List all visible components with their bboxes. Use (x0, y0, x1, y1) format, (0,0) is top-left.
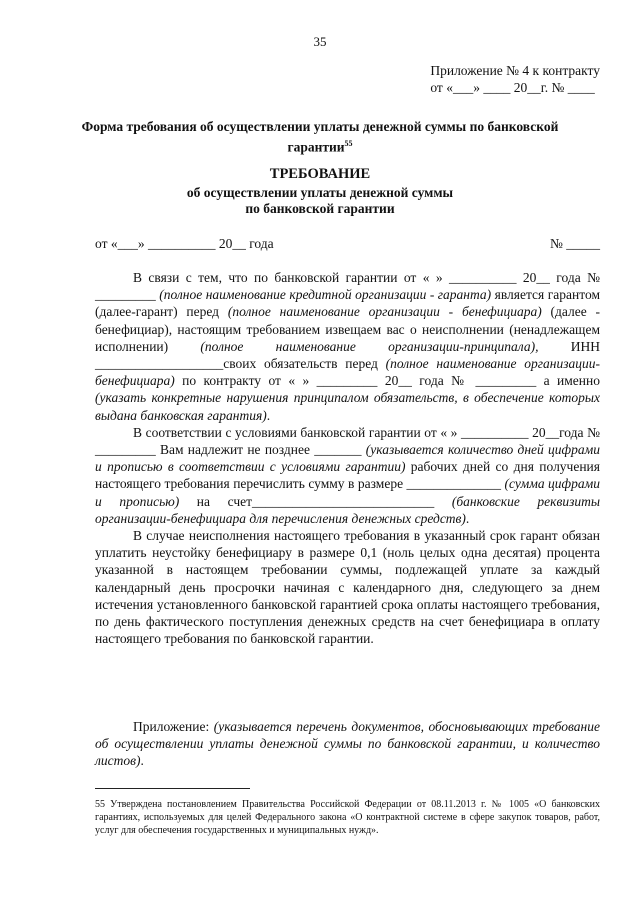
appendix-note-text-1: Приложение: (133, 719, 214, 734)
para1-italic-4: (полное наименование организации-бенефициара) (95, 356, 601, 389)
appendix-header-line1: Приложение № 4 к контракту (430, 63, 600, 78)
paragraph-2 (95, 424, 600, 527)
para1-text-1: В связи с тем, что по банковской гарантии от « » __________ 20__ года № _________ (95, 270, 600, 303)
para1-text-3: (далее - бенефициар), настоящим требованием извещаем вас о неисполнении (ненадлежащем исполнении) (95, 304, 600, 354)
para2-text-4: . (465, 510, 470, 526)
para1-text-2: является гарантом (далее-гарант) перед (95, 287, 600, 320)
para2-text-3: на счет___________________________ (179, 493, 452, 509)
document-body (95, 269, 600, 647)
form-title-footnote-ref: 55 (344, 139, 353, 148)
form-title-text: Форма требования об осуществлении уплаты денежной суммы по банковской гарантии (81, 119, 559, 155)
para1-text-6: . (266, 407, 271, 423)
appendix-note-text-2: . (140, 753, 144, 769)
para2-italic-3: (банковские реквизиты организации-бенефициара для перечисления денежных средств) (95, 493, 601, 526)
appendix-note-italic: (указывается перечень документов, обосновывающих требование об осуществлении уплаты денежной суммы по банковской гарантии, и количество листов) (95, 719, 600, 769)
para1-italic-2: (полное наименование организации - бенефициара) (227, 304, 542, 320)
para2-text-1: В соответствии с условиями банковской гарантии от « » __________ 20__года № _________ Вам надлежит не позднее _______ (95, 424, 600, 458)
document-subtitle-line2: по банковской гарантии (245, 201, 395, 216)
para2-italic-2: (сумма цифрами и прописью) (95, 476, 600, 509)
document-subtitle-line1: об осуществлении уплаты денежной суммы (186, 185, 454, 200)
paragraph-1 (95, 269, 600, 424)
paragraph-3: В случае неисполнения настоящего требования в указанный срок гарант обязан уплатить неустойку бенефициару в размере 0,1 (ноль целых одна десятая) процента указанной в настоящем требовании суммы, подлежащей уплате за каждый календарный день просрочки начиная с календарного дня, следующего за днем истечения установленного банковской гарантией срока оплаты настоящего требования, по день фактического поступления денежных средств на счет бенефициара в оплату настоящего требования по банковской гарантии. (95, 528, 600, 647)
document-subtitle (0, 185, 640, 217)
para1-italic-1: (полное наименование кредитной организации - гаранта) (159, 287, 492, 303)
para1-italic-3: (полное наименование организации-принципала), (200, 338, 539, 354)
number-line: № _____ (549, 236, 600, 251)
para2-italic-1: (указывается количество дней цифрами и прописью в соответствии с условиями гарантии) (95, 442, 600, 475)
appendix-note (95, 718, 600, 770)
footnote-divider (95, 788, 250, 789)
para2-text-2: рабочих дней со дня получения настоящего требования перечислить сумму в размере ______________ (95, 459, 600, 492)
para1-text-4: ИНН ___________________своих обязательств перед (95, 338, 600, 372)
para1-text-5: по контракту от « » _________ 20__ года № _________ а именно (174, 373, 600, 389)
document-title: ТРЕБОВАНИЕ (269, 166, 371, 182)
footnote: 55 Утверждена постановлением Правительства Российской Федерации от 08.11.2013 г. № 1005 «О банковских гарантиях, используемых для целей Федерального закона «О контрактной системе в сфере закупок товаров, работ, услуг для обеспечения государственных и муниципальных нужд». (95, 799, 600, 836)
appendix-header (430, 62, 600, 96)
appendix-header-line2: от «___» ____ 20__г. № ____ (430, 80, 595, 95)
para1-italic-5: (указать конкретные нарушения принципалом обязательств, в обеспечение которых выдана банковская гарантия) (95, 390, 600, 423)
form-title (60, 118, 580, 156)
page-number: 35 (313, 34, 327, 49)
date-line: от «___» __________ 20__ года (95, 236, 274, 251)
